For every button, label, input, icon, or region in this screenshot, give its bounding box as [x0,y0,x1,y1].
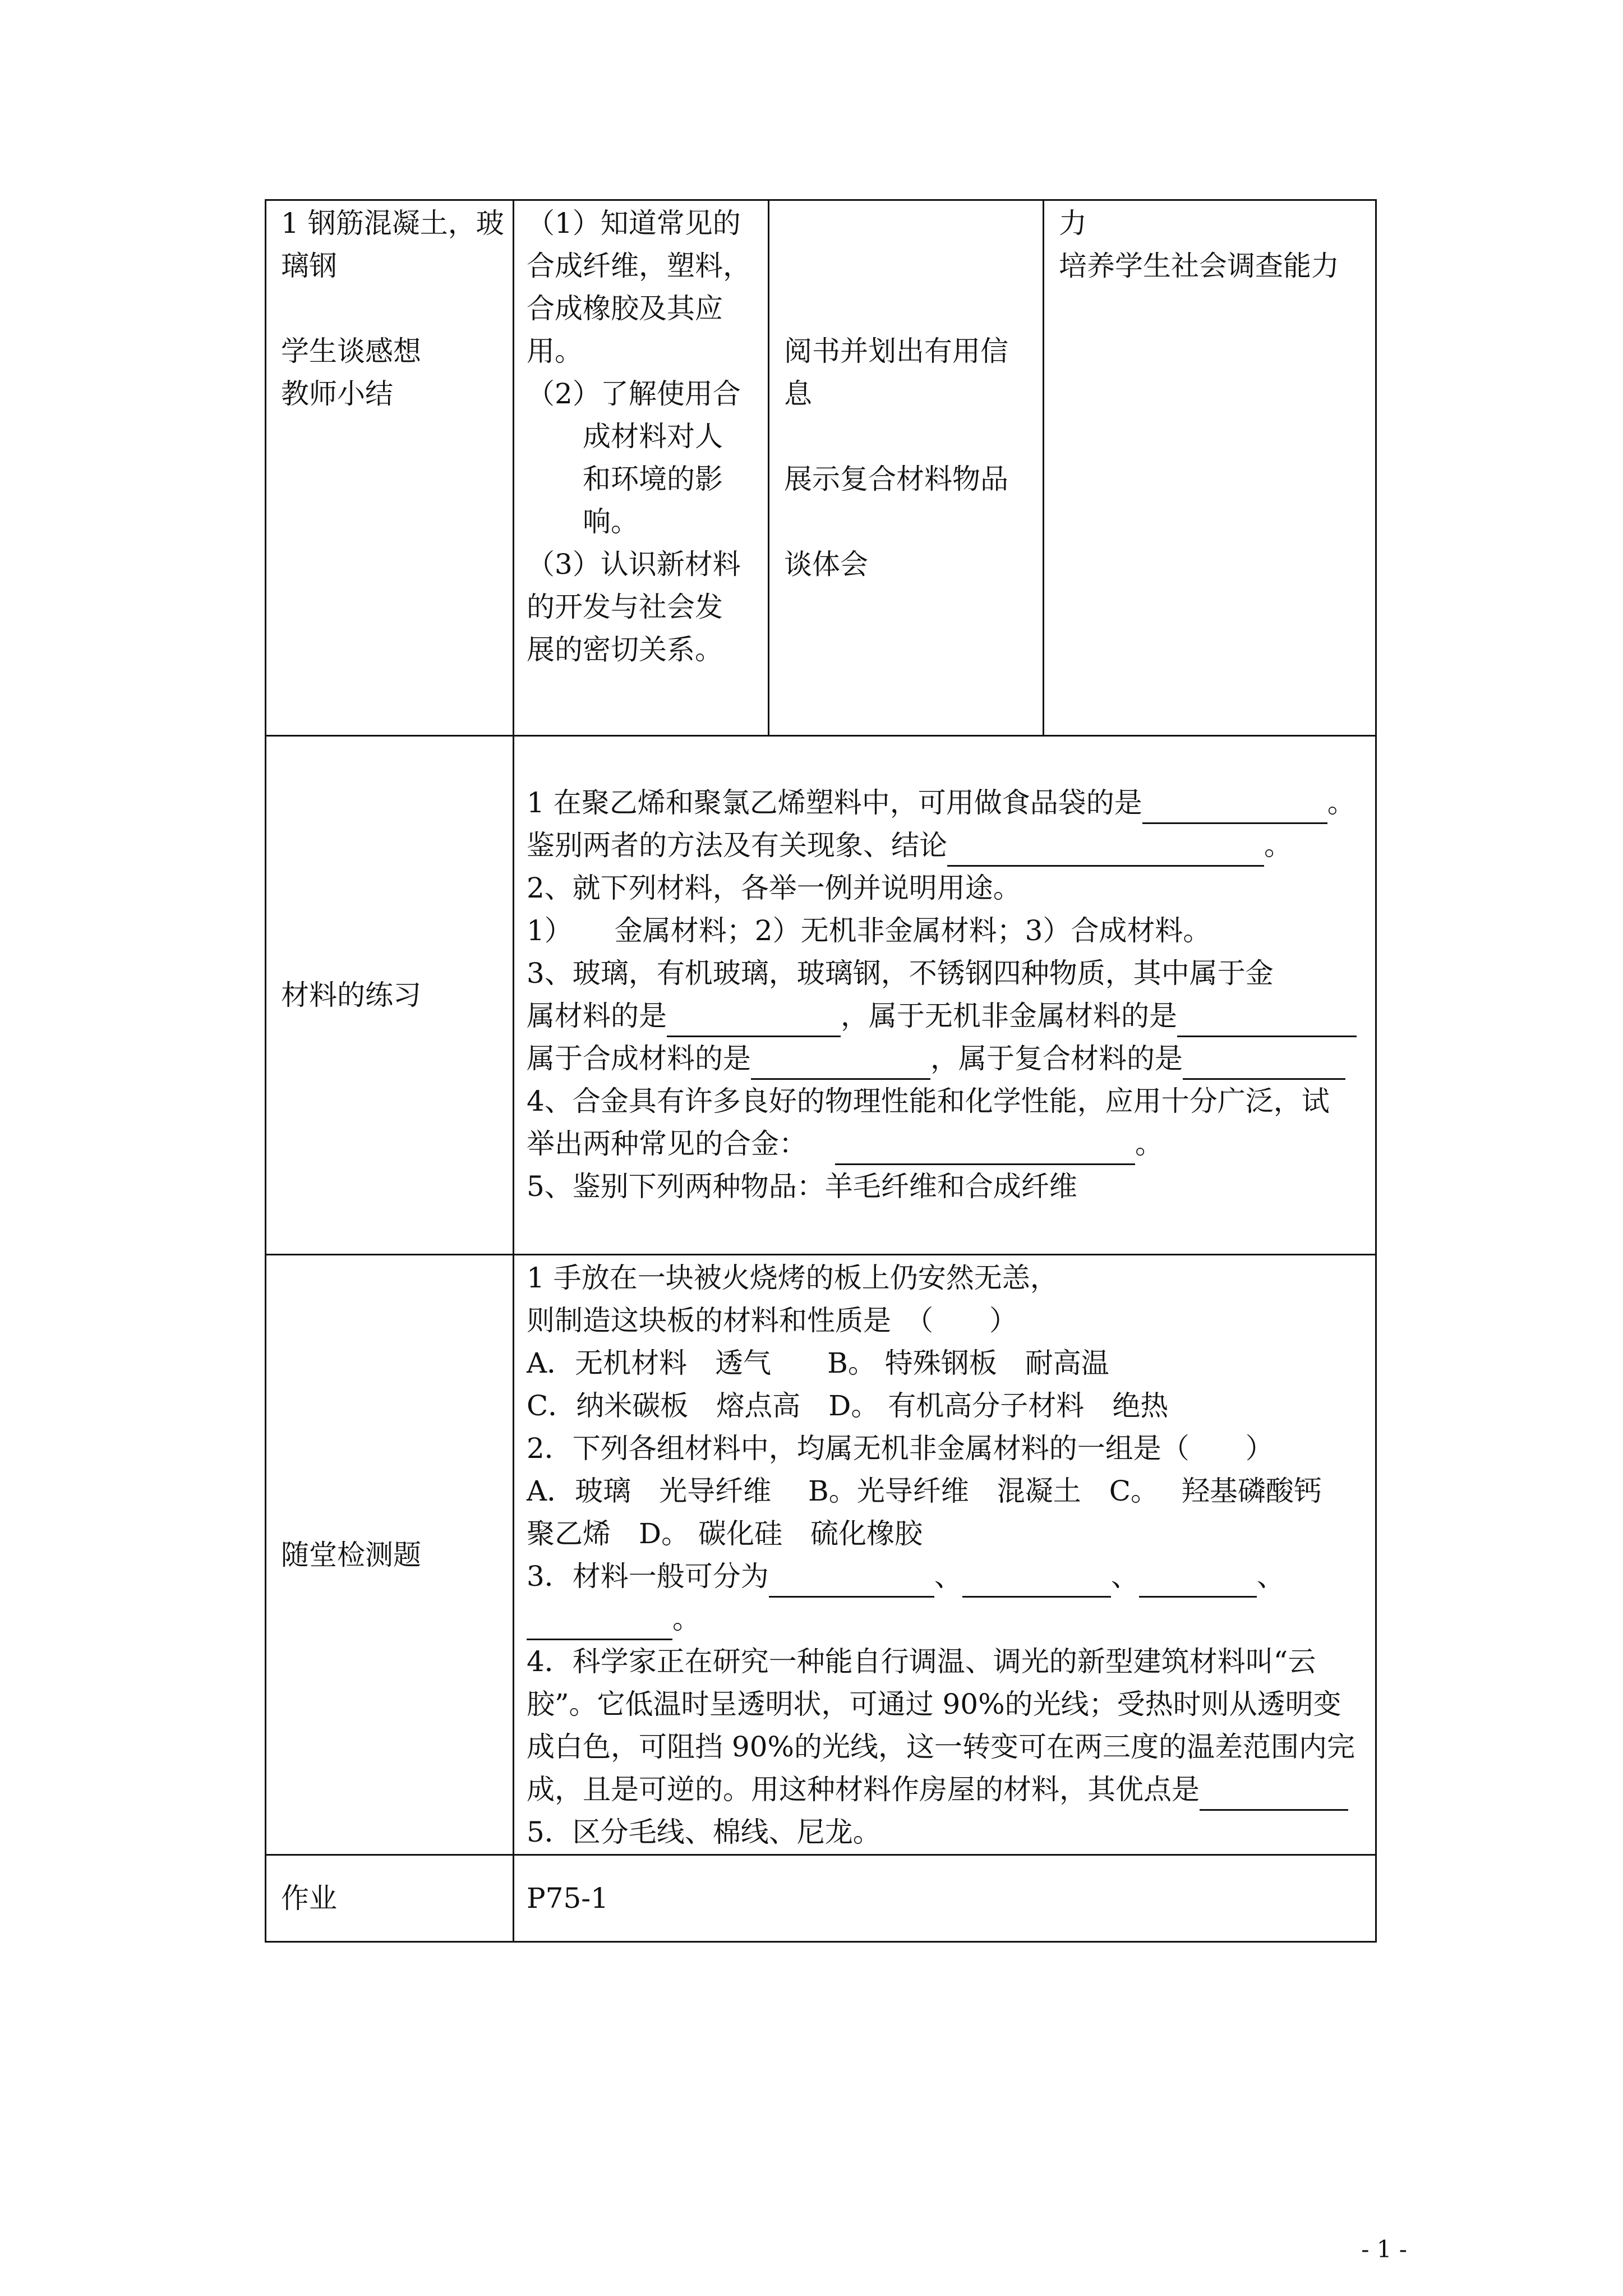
question-line: 胶”。它低温时呈透明状，可通过 90%的光线；受热时则从透明变 [527,1688,1341,1720]
row-label-cell [266,1855,514,1942]
question-line: C．纳米碳板 熔点高 D。 有机高分子材料 绝热 [527,1389,1169,1422]
row-label-cell [266,736,514,1255]
page-number: - 1 - [1361,2235,1407,2263]
table-row-practice [266,736,1376,1255]
text-line: 合成纤维，塑料， [527,250,751,282]
text-line: 展示复合材料物品 [784,463,1008,495]
text-line: 谈体会 [784,548,868,581]
question-line: 1 手放在一块被火烧烤的板上仍安然无恙， [527,1262,1058,1294]
row-label-cell [266,1255,514,1855]
cell-student-activity [769,200,1044,736]
punct: 。 [1327,786,1355,819]
question-text: 属于合成材料的是 [527,1042,751,1075]
question-text: 1 在聚乙烯和聚氯乙烯塑料中，可用做食品袋的是 [527,786,1142,819]
answer-blank[interactable] [751,1047,930,1080]
question-line: A．无机材料 透气 B。 特殊钢板 耐高温 [527,1347,1109,1379]
answer-blank[interactable] [769,1565,934,1598]
question-line: 1） 金属材料；2）无机非金属材料；3）合成材料。 [527,914,1211,947]
practice-content-cell [514,736,1376,1255]
answer-blank[interactable] [835,1132,1135,1165]
question-line: 4．科学家正在研究一种能自行调温、调光的新型建筑材料叫“云 [527,1645,1316,1678]
question-text: 鉴别两者的方法及有关现象、结论 [527,829,947,862]
text-line: （3）认识新材料 [527,548,741,581]
text-line: 培养学生社会调查能力 [1059,250,1339,282]
question-text: ，属于复合材料的是 [930,1042,1183,1075]
text-line: 和环境的影 [583,463,723,495]
punct: 、 [1110,1560,1139,1593]
answer-blank[interactable] [1200,1778,1348,1811]
question-line [527,995,1367,1037]
question-line: 3、玻璃，有机玻璃，玻璃钢，不锈钢四种物质，其中属于金 [527,957,1274,990]
question-line [527,781,1367,824]
quiz-content-cell [514,1255,1376,1855]
question-line: 则制造这块板的材料和性质是 （ ） [527,1304,1017,1337]
question-line [527,824,1367,867]
punct: 、 [934,1560,962,1593]
answer-blank[interactable] [1139,1565,1257,1598]
row-label: 随堂检测题 [281,1538,421,1571]
question-line: 2、就下列材料，各举一例并说明用途。 [527,872,1021,904]
row-label: 作业 [281,1882,337,1915]
question-line [527,1555,1367,1598]
punct: 。 [1264,829,1292,862]
punct: 、 [1256,1560,1285,1593]
question-line: 2．下列各组材料中，均属无机非金属材料的一组是（ ） [527,1432,1274,1465]
punct: 。 [672,1603,700,1635]
lesson-table [265,199,1377,1943]
homework-content-cell [514,1855,1376,1942]
question-line: 4、合金具有许多良好的物理性能和化学性能，应用十分广泛，试 [527,1085,1330,1117]
text-line: 教师小结 [281,378,393,410]
answer-blank[interactable] [947,834,1264,867]
question-line: A．玻璃 光导纤维 B。光导纤维 混凝土 C。 羟基磷酸钙 [527,1475,1322,1507]
question-line [527,1598,1367,1640]
text-line: 的开发与社会发 [527,591,723,623]
text-line: 成材料对人 [583,420,723,453]
cell-objectives [514,200,769,736]
text-line: 学生谈感想 [281,335,421,367]
table-row-activities [266,200,1376,736]
answer-blank[interactable] [1142,791,1327,824]
text-line: 响。 [583,505,639,538]
row-label: 材料的练习 [281,979,421,1011]
text-line: 息 [784,378,812,410]
text-line: （1）知道常见的 [527,207,741,240]
text-line: 阅书并划出有用信 [784,335,1008,367]
text-line: 璃钢 [281,250,337,282]
table-row-homework [266,1855,1376,1942]
table-row-quiz [266,1255,1376,1855]
text-line: 用。 [527,335,583,367]
text-line: 展的密切关系。 [527,633,723,666]
homework-text: P75-1 [527,1882,608,1915]
question-text: 举出两种常见的合金： [527,1128,807,1160]
cell-design-intent [1044,200,1376,736]
question-line [527,1037,1367,1080]
answer-blank[interactable] [1183,1047,1345,1080]
text-line: 力 [1059,207,1087,240]
answer-blank[interactable] [1177,1004,1357,1037]
punct: 。 [1135,1128,1163,1160]
answer-blank[interactable] [527,1607,672,1640]
question-line: 聚乙烯 D。 碳化硅 硫化橡胶 [527,1517,923,1550]
question-text: ，属于无机非金属材料的是 [841,1000,1177,1032]
text-line: 1 钢筋混凝土，玻 [281,207,504,240]
question-line: 成白色，可阻挡 90%的光线，这一转变可在两三度的温差范围内完 [527,1731,1355,1763]
answer-blank[interactable] [667,1004,841,1037]
answer-blank[interactable] [962,1565,1111,1598]
question-line: 5、鉴别下列两种物品：羊毛纤维和合成纤维 [527,1170,1077,1203]
cell-content [266,200,514,736]
question-line [527,1122,1367,1165]
question-line [527,1768,1367,1811]
question-text: 属材料的是 [527,1000,667,1032]
text-line: 合成橡胶及其应 [527,292,723,325]
question-line: 5．区分毛线、棉线、尼龙。 [527,1816,881,1848]
question-text: 3．材料一般可分为 [527,1560,769,1593]
question-text: 成，且是可逆的。用这种材料作房屋的材料，其优点是 [527,1773,1200,1806]
text-line: （2）了解使用合 [527,378,741,410]
